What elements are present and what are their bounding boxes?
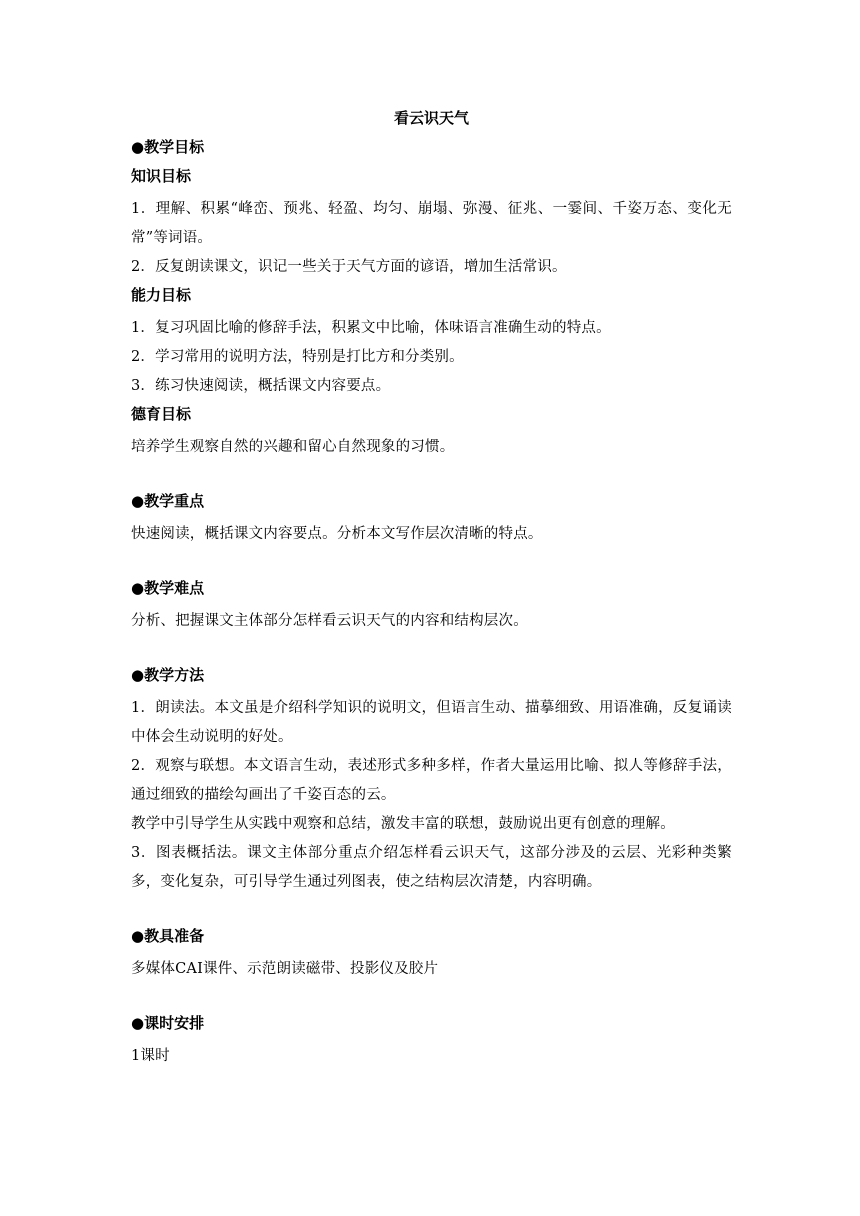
knowledge-item-1: 1．理解、积累“峰峦、预兆、轻盈、均匀、崩塌、弥漫、征兆、一霎间、千姿万态、变化无常”等词语。 [131,201,732,246]
key-points-text: 快速阅读，概括课文内容要点。分析本文写作层次清晰的特点。 [131,526,543,542]
section-tools [131,926,732,984]
section-schedule [131,1013,732,1071]
section-heading-objectives: ●教学目标 [131,138,205,156]
subheading-knowledge: 知识目标 [131,167,192,185]
methods-item-2: 2．观察与联想。本文语言生动，表述形式多种多样，作者大量运用比喻、拟人等修辞手法，通过细致的描绘勾画出了千姿百态的云。 [131,758,732,803]
methods-item-4: 3．图表概括法。课文主体部分重点介绍怎样看云识天气，这部分涉及的云层、光彩种类繁多，变化复杂，可引导学生通过列图表，使之结构层次清楚，内容明确。 [131,845,732,890]
methods-item-3: 教学中引导学生从实践中观察和总结，激发丰富的联想，鼓励说出更有创意的理解。 [131,816,675,832]
section-heading-tools: ●教具准备 [131,927,205,945]
section-key-points [131,491,732,549]
section-heading-difficulties: ●教学难点 [131,579,205,597]
schedule-text: 1课时 [131,1048,170,1064]
ability-item-2: 2．学习常用的说明方法，特别是打比方和分类别。 [131,349,464,365]
section-heading-methods: ●教学方法 [131,666,205,684]
knowledge-item-2: 2．反复朗读课文，识记一些关于天气方面的谚语，增加生活常识。 [131,259,567,275]
section-difficulties [131,578,732,636]
ability-item-1: 1．复习巩固比喻的修辞手法，积累文中比喻，体味语言准确生动的特点。 [131,320,611,336]
section-heading-schedule: ●课时安排 [131,1014,205,1032]
moral-item-1: 培养学生观察自然的兴趣和留心自然现象的习惯。 [131,439,455,455]
section-objectives [131,137,732,462]
section-heading-key-points: ●教学重点 [131,492,205,510]
subheading-moral: 德育目标 [131,405,192,423]
difficulties-text: 分析、把握课文主体部分怎样看云识天气的内容和结构层次。 [131,613,528,629]
tools-text: 多媒体CAI课件、示范朗读磁带、投影仪及胶片 [131,961,439,977]
document-title: 看云识天气 [393,109,469,127]
methods-item-1: 1．朗读法。本文虽是介绍科学知识的说明文，但语言生动、描摹细致、用语准确，反复诵读中体会生动说明的好处。 [131,700,732,745]
ability-item-3: 3．练习快速阅读，概括课文内容要点。 [131,378,391,394]
section-methods [131,665,732,897]
subheading-ability: 能力目标 [131,286,192,304]
